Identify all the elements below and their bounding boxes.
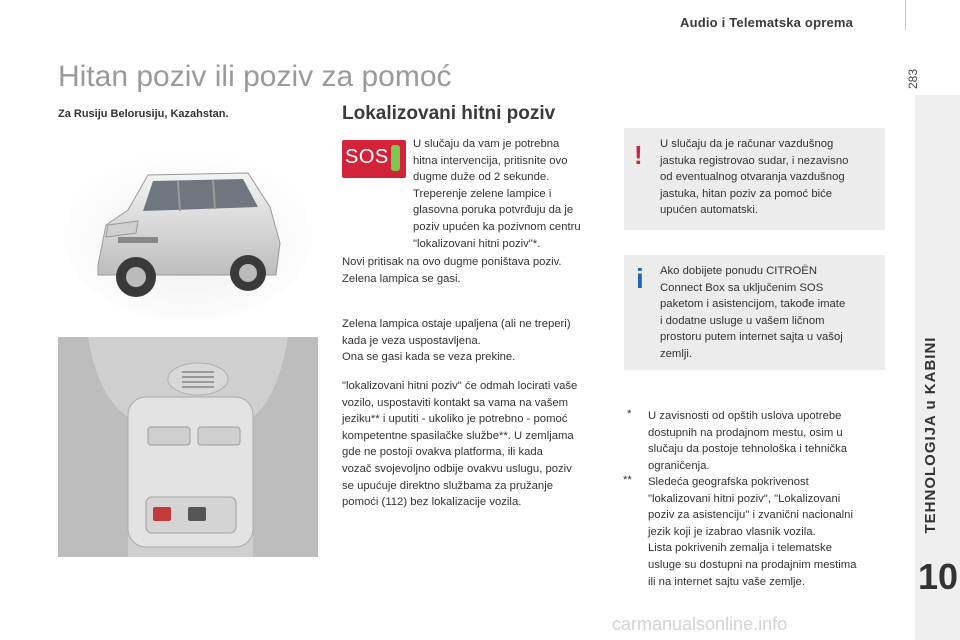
warning-icon: ! <box>634 140 643 170</box>
footnote-text: U zavisnosti od opštih uslova upotrebe dostupnih na prodajnom mestu, osim u slučaju da postoje tehnološka i tehnička ograničenja. <box>648 410 848 472</box>
intro-paragraph: U slučaju da vam je potrebna hitna intervencija, pritisnite ovo dugme duže od 2 sekunde. Treperenje zelene lampice i glasovna poruka potvrđuju da je poziv upućen ka pozivnom centru "lokalizovani hitni poziv"*. <box>413 138 581 250</box>
page-number: 283 <box>906 68 920 90</box>
green-lamp-indicator <box>391 145 400 171</box>
info-icon: i <box>636 263 644 294</box>
sos-button-label: SOS <box>345 146 389 168</box>
chapter-number: 10 <box>917 556 959 597</box>
car-illustration <box>58 125 318 320</box>
ceiling-console-photo <box>58 337 318 557</box>
footnote-marker: * <box>627 408 632 420</box>
warning-text: U slučaju da je računar vazdušnog jastuka registrovao sudar, i nezavisno od eventualnog otvaranja vazdušnog jastuka, hitan poziv za pomoć biće upućen automatski. <box>660 138 849 217</box>
lamp-paragraph: Zelena lampica ostaje upaljena (ali ne treperi) kada je veza uspostavljena. Ona se gasi kada se veza prekine. <box>342 318 571 364</box>
page-title: Hitan poziv ili poziv za pomoć <box>58 60 452 93</box>
watermark: carmanualsonline.info <box>612 614 788 634</box>
cancel-paragraph: Novi pritisak na ovo dugme poništava poziv. Zelena lampica se gasi. <box>342 256 562 285</box>
console-icon <box>58 337 318 557</box>
info-text: Ako dobijete ponudu CITROËN Connect Box sa uključenim SOS paketom i asistencijom, takođe imate i dodatne usluge u vašem ličnom prostoru putem internet sajta u vašoj zemlji. <box>660 265 846 360</box>
locate-paragraph: "lokalizovani hitni poziv" će odmah locirati vaše vozilo, uspostaviti kontakt sa vama na vašem jeziku** i uputiti - ukoliko je potrebno - pomoć kompetentne spasilačke službe**. U zemljama gde ne postoji ovakva platforma, ili kada vozač svojevoljno odbije ovakvu uslugu, poziv se upućuje direktno službama za pružanje pomoći (112) bez lokalizacije vozila. <box>342 380 578 509</box>
header-divider <box>905 0 906 30</box>
car-icon <box>58 125 318 320</box>
section-heading: Lokalizovani hitni poziv <box>342 103 556 124</box>
region-label: Za Rusiju Belorusiju, Kazahstan. <box>58 108 229 120</box>
footnote-text: Sledeća geografska pokrivenost "lokalizovani hitni poziv", "Lokalizovani poziv za asistenciju" i zvanični nacionalni jezik koji je izabrao vlasnik vozila. Lista pokrivenih zemalja i telematske usluge su dostupni na prodajnim mestima ili na internet sajtu vaše zemlje. <box>648 476 857 588</box>
section-header-title: Audio i Telematska oprema <box>680 15 854 30</box>
chapter-side-label: TEHNOLOGIJA u KABINI <box>922 336 939 534</box>
footnote-marker: ** <box>623 474 632 486</box>
